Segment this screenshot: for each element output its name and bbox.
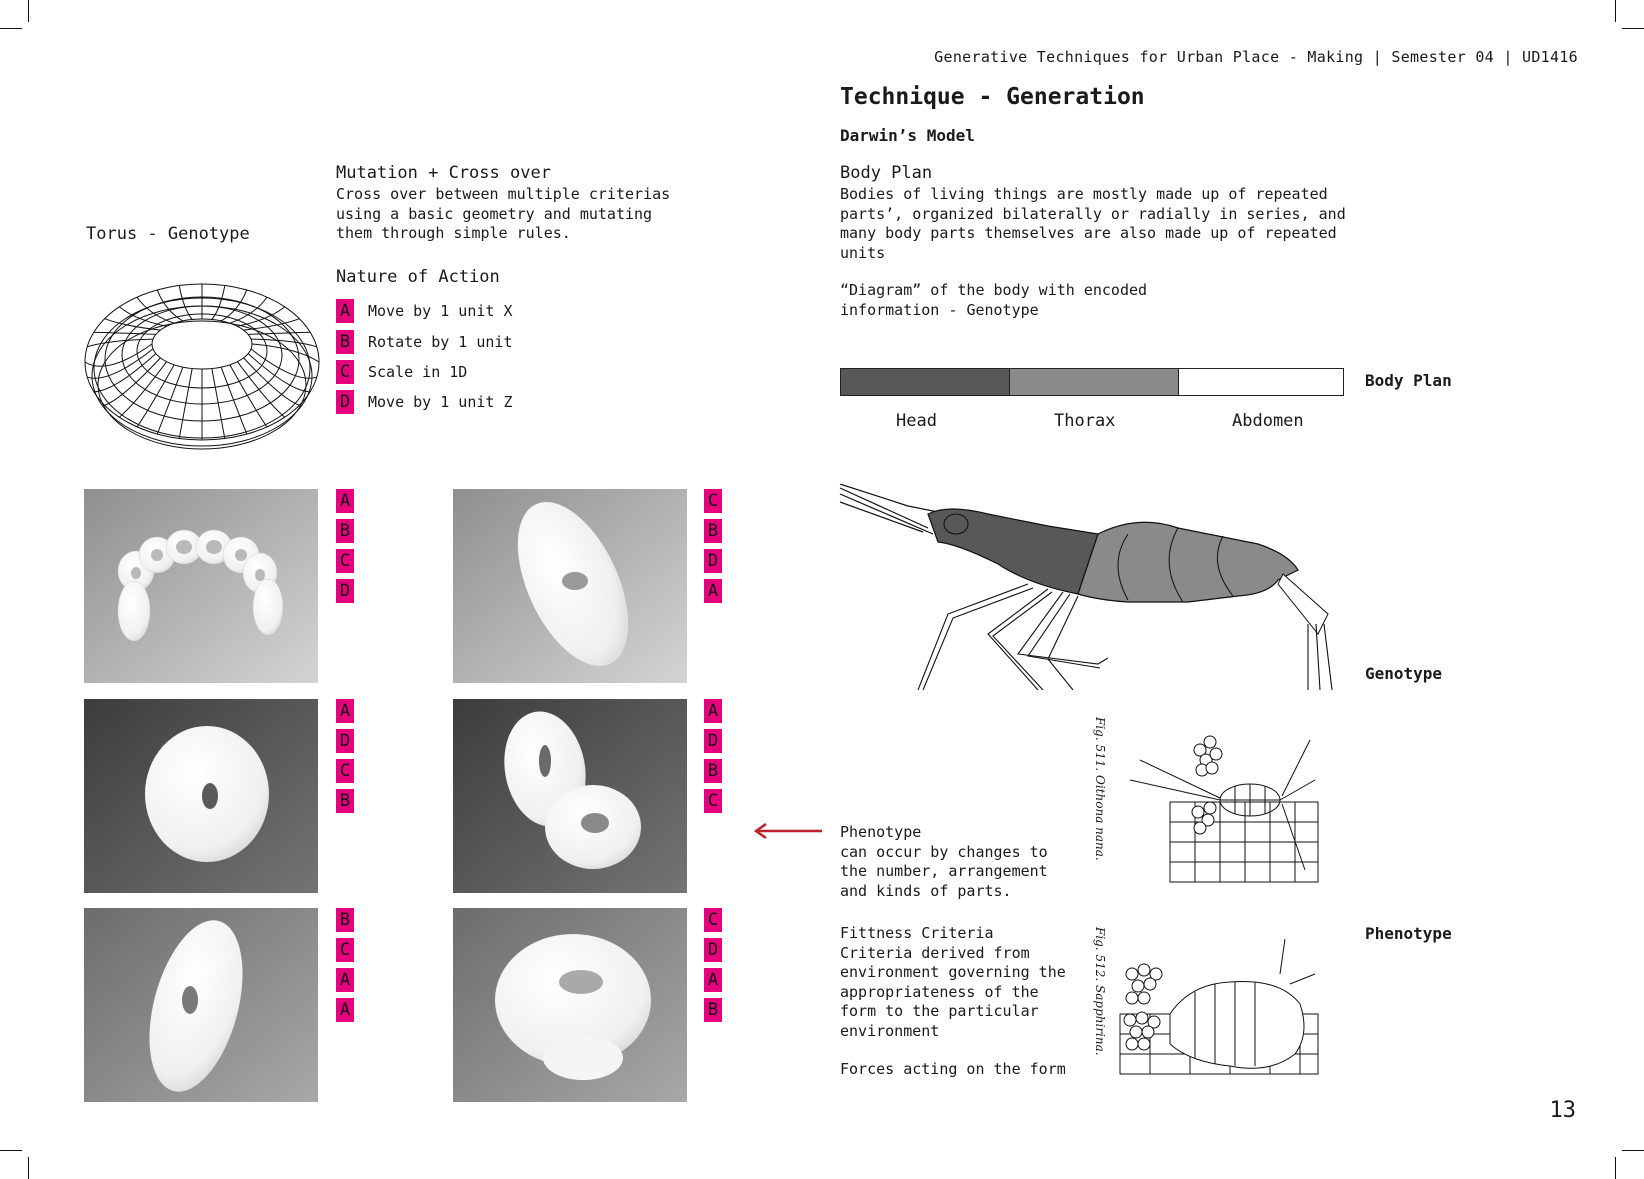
variant-render-4 [453,699,687,893]
sequence-badge: A [704,699,722,723]
body-plan-bar-label: Body Plan [1365,371,1452,390]
variant-render-5 [84,908,318,1102]
body-plan-segment-abdomen [1178,368,1344,396]
crop-mark [0,28,22,29]
sequence-badge: B [704,998,722,1022]
phenotype-description [840,823,1070,901]
phenotype-label: Phenotype [1365,924,1452,943]
mutation-text: Cross over between multiple criterias using a basic geometry and mutating them through simple rules. [336,185,671,242]
body-plan-heading: Body Plan [840,163,933,183]
diagram-text [840,281,1180,320]
sequence-badge: A [704,968,722,992]
sequence-badge: B [704,759,722,783]
crop-mark [1622,1150,1644,1151]
page-subtitle: Darwin’s Model [840,126,975,145]
diagram-text-bold: Genotype [966,300,1039,319]
nature-item-c [336,358,467,386]
segment-label-abdomen: Abdomen [1232,411,1304,431]
sequence-badges-2 [704,489,722,603]
sequence-badge: B [336,908,354,932]
action-description: Scale in 1D [368,363,468,381]
sequence-badge: B [704,519,722,543]
variant-render-1 [84,489,318,683]
sequence-badge: D [336,579,354,603]
crop-mark [28,0,29,22]
crop-mark [1622,28,1644,29]
phenotype-text-title: Phenotype [840,823,922,841]
action-description: Rotate by 1 unit [368,333,513,351]
page-number: 13 [1549,1098,1576,1123]
figure-512 [1090,927,1320,1084]
figure-511 [1090,717,1320,890]
sequence-badge: C [704,789,722,813]
sequence-badge: D [704,729,722,753]
fitness-criteria [840,924,1070,1080]
nature-item-a [336,297,513,325]
arrow-left-icon [752,822,824,840]
sequence-badge: B [336,519,354,543]
sequence-badge: A [336,968,354,992]
sequence-badge: B [336,789,354,813]
sequence-badge: D [336,729,354,753]
crop-mark [28,1157,29,1179]
sequence-badge: D [704,549,722,573]
phenotype-text-body: can occur by changes to the number, arrangement and kinds of parts. [840,842,1048,900]
body-plan-segment-thorax [1009,368,1179,396]
figure-caption: Fig. 512. Sapphirina. [1093,927,1107,1056]
sequence-badges-1 [336,489,354,603]
action-badge: A [336,299,354,323]
sequence-badge: A [336,699,354,723]
sequence-badge: C [336,938,354,962]
nature-item-b [336,328,513,356]
sequence-badge: A [704,579,722,603]
variant-render-6 [453,908,687,1102]
body-plan-segment-head [840,368,1010,396]
torus-wireframe-illustration [82,282,322,456]
action-description: Move by 1 unit X [368,302,513,320]
page-title: Technique - Generation [840,84,1145,110]
body-plan-text: Bodies of living things are mostly made up of repeated parts’, organized bilaterally or radially in series, and many body parts themselves are also made up of repeated units [840,185,1346,262]
action-description: Move by 1 unit Z [368,393,513,411]
action-badge: C [336,360,354,384]
fitness-forces: Forces acting on the form [840,1060,1066,1078]
segment-label-thorax: Thorax [1054,411,1116,431]
sequence-badges-3 [336,699,354,813]
crop-mark [1615,1157,1616,1179]
nature-item-d [336,388,513,416]
body-plan-bar [840,368,1344,396]
sequence-badges-4 [704,699,722,813]
fitness-title: Fittness Criteria [840,924,994,942]
sequence-badge: C [336,549,354,573]
sequence-badges-6 [704,908,722,1022]
sequence-badge: C [704,489,722,513]
genotype-label: Genotype [1365,664,1443,683]
variant-render-3 [84,699,318,893]
shrimp-genotype-illustration [838,484,1346,690]
nature-of-action-title: Nature of Action [336,267,500,287]
figure-caption: Fig. 511. Oithona nana. [1093,717,1107,861]
sequence-badge: C [704,908,722,932]
variant-render-2 [453,489,687,683]
sequence-badge: C [336,759,354,783]
sequence-badge: A [336,998,354,1022]
torus-genotype-label: Torus - Genotype [86,224,250,244]
diagram-text-main: “Diagram” of the body with encoded information - [840,281,1148,319]
running-header: Generative Techniques for Urban Place - Making | Semester 04 | UD1416 [934,48,1578,66]
sequence-badge: D [704,938,722,962]
crop-mark [0,1150,22,1151]
mutation-title: Mutation + Cross over [336,163,551,183]
sequence-badge: A [336,489,354,513]
action-badge: B [336,330,354,354]
sequence-badges-5 [336,908,354,1022]
fitness-body: Criteria derived from environment governing the appropriateness of the form to the particular environment [840,943,1066,1040]
segment-label-head: Head [896,411,937,431]
action-badge: D [336,390,354,414]
crop-mark [1615,0,1616,22]
